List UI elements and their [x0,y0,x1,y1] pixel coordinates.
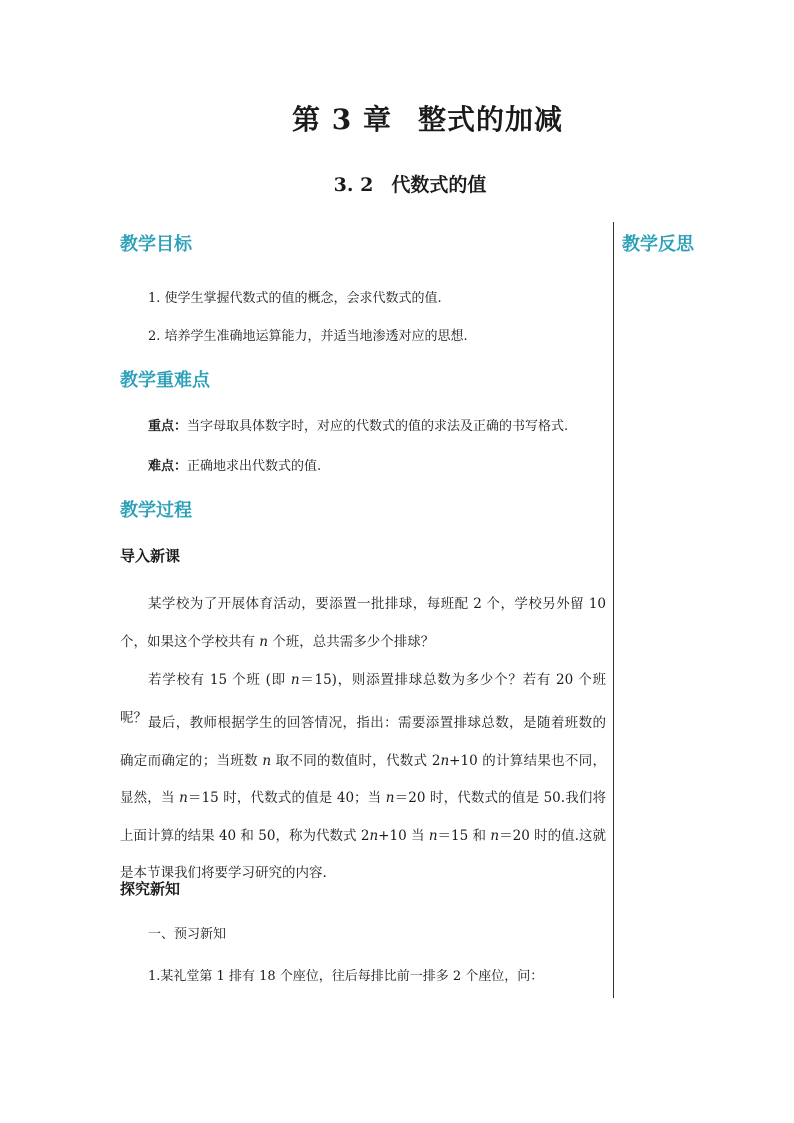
section-title [0,170,794,197]
chapter-number: 第 3 章 [292,103,392,136]
objective-item-2: 2. 培养学生准确地运算能力，并适当地渗透对应的思想. [148,329,468,344]
intro-heading: 导入新课 [120,547,181,565]
objective-item-1: 1. 使学生掌握代数式的值的概念，会求代数式的值. [148,291,442,306]
objectives-heading: 教学目标 [120,234,192,255]
difficult-point [148,455,321,474]
intro-paragraph-1: 某学校为了开展体育活动，要添置一批排球，每班配 2 个，学校另外留 10 个，如果这个学校共有 n 个班，总共需多少个排球？ [120,596,606,650]
explore-heading: 探究新知 [120,880,181,898]
chapter-name: 整式的加减 [417,103,563,136]
chapter-title [0,98,794,138]
difficult-point-label: 难点： [148,459,188,474]
section-name: 代数式的值 [391,174,487,196]
difficult-point-text: 正确地求出代数式的值. [187,459,322,474]
preview-label: 一、预习新知 [148,927,227,942]
difficulties-heading: 教学重难点 [120,370,210,391]
column-divider [613,222,614,998]
key-point-label: 重点： [148,419,188,434]
key-point [148,415,568,434]
intro-paragraph-2: 若学校有 15 个班 (即 n＝15)，则添置排球总数为多少个？若有 20 个班呢？ [120,672,606,726]
process-heading: 教学过程 [120,500,192,521]
section-number: 3. 2 [333,174,374,196]
question-1: 1.某礼堂第 1 排有 18 个座位，往后每排比前一排多 2 个座位，问： [148,969,544,984]
key-point-text: 当字母取具体数字时，对应的代数式的值的求法及正确的书写格式. [187,419,569,434]
reflection-heading: 教学反思 [622,234,694,255]
intro-paragraph-3: 最后，教师根据学生的回答情况，指出：需要添置排球总数，是随着班数的确定而确定的；当班数 n 取不同的数值时，代数式 2n+10 的计算结果也不同，显然，当 n＝15 时，代数式的值是 40；当 n＝20 时，代数式的值是 50.我们将上面计算的结果 40 和 50，称为代数式 2n+10 当 n＝15 和 n＝20 时的值.这就是本节课我们将要学习研究的内容. [120,715,607,882]
